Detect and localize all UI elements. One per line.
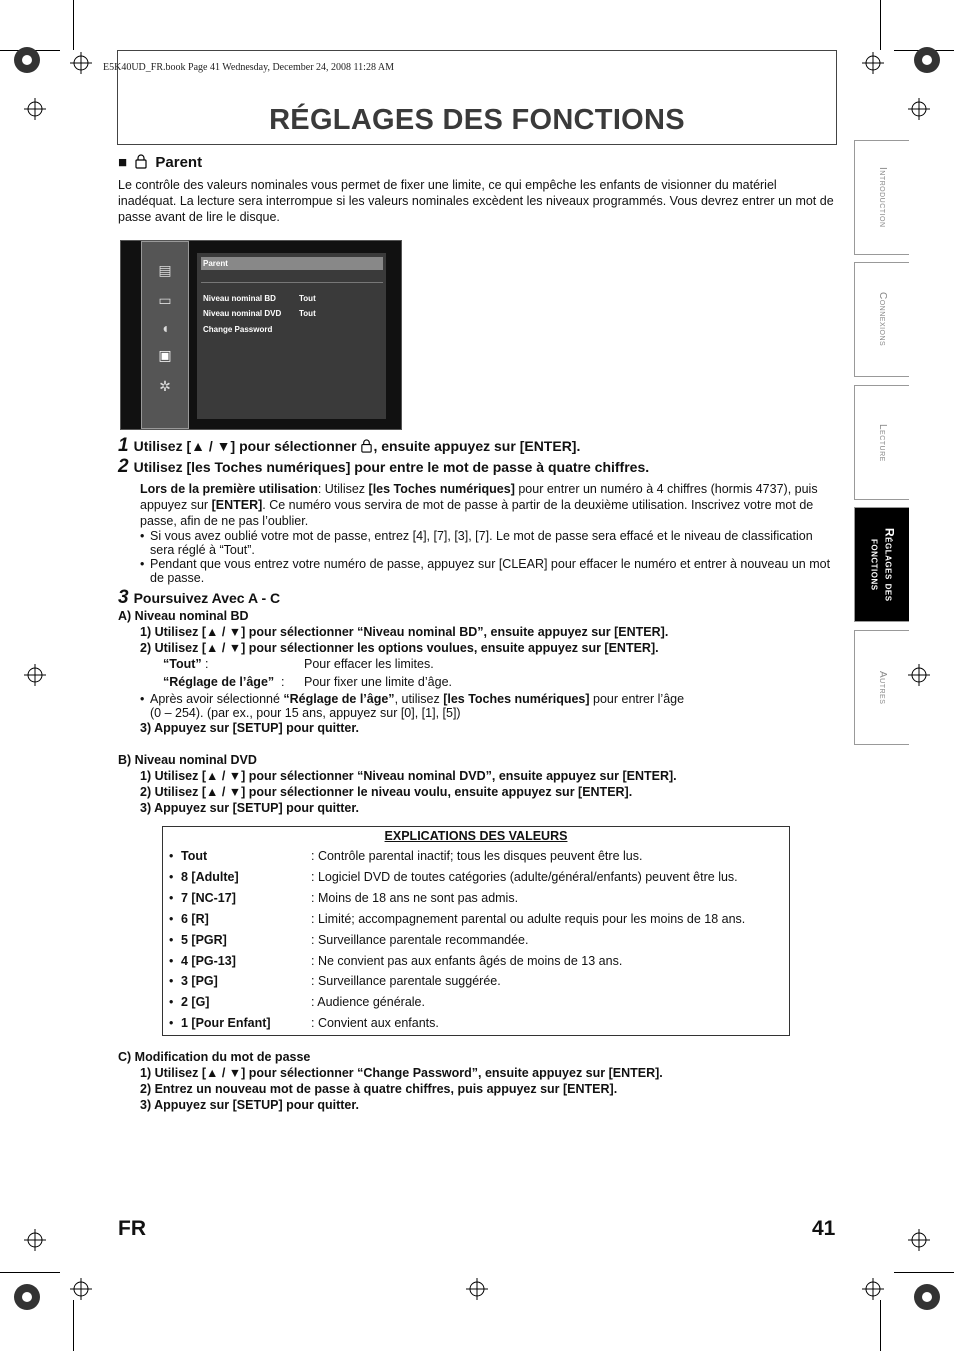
lock-icon xyxy=(134,154,148,169)
section-a-step: 3) Appuyez sur [SETUP] pour quitter. xyxy=(140,721,359,735)
rating-key: 4 [PG-13] xyxy=(181,954,236,968)
section-b-step: 2) Utilisez [▲ / ▼] pour sélectionner le niveau voulu, ensuite appuyez sur [ENTER]. xyxy=(140,785,633,799)
section-marker: ■ xyxy=(118,154,128,171)
osd-divider xyxy=(201,282,383,283)
crop-mark xyxy=(73,0,74,50)
step-text: Utilisez [▲ / ▼] pour sélectionner xyxy=(133,438,361,454)
rating-key: 6 [R] xyxy=(181,912,209,926)
section-c-step: 1) Utilisez [▲ / ▼] pour sélectionner “Change Password”, ensuite appuyez sur [ENTER]. xyxy=(140,1066,663,1080)
section-a-step: 2) Utilisez [▲ / ▼] pour sélectionner les options voulues, ensuite appuyez sur [ENTER]. xyxy=(140,641,659,655)
side-tab-label: Lecture xyxy=(877,423,888,462)
side-tab-label-wrap xyxy=(855,508,910,621)
audio-icon: ◖ xyxy=(160,320,170,336)
step-3 xyxy=(118,587,280,609)
bullet-dot: • xyxy=(169,954,174,968)
crosshair-icon xyxy=(24,1229,46,1251)
bullet-age xyxy=(140,692,835,720)
text: pour entrer un numéro à 4 chiffres (hormis 4737), puis appuyez sur xyxy=(140,482,818,512)
rating-desc: : Audience générale. xyxy=(311,995,425,1009)
option-value: Pour fixer une limite d’âge. xyxy=(304,675,452,689)
rating-desc: : Limité; accompagnement parental ou adulte requis pour les moins de 18 ans. xyxy=(311,912,746,926)
side-tab-label-wrap xyxy=(855,263,910,376)
rating-desc: : Moins de 18 ans ne sont pas admis. xyxy=(311,891,519,905)
rating-key: 5 [PGR] xyxy=(181,933,227,947)
crosshair-icon xyxy=(70,52,92,74)
side-tab-label: Introduction xyxy=(877,167,888,228)
lock-icon xyxy=(360,439,373,453)
text: (0 – 254). (par ex., pour 15 ans, appuyez sur [0], [1], [5]) xyxy=(150,706,461,720)
bullet-clear: • Pendant que vous entrez votre numéro de passe, appuyez sur [CLEAR] pour effacer le numéro et entrer à nouveau un mot de passe. xyxy=(140,557,835,585)
bullet-dot: • xyxy=(169,891,174,905)
section-title: Parent xyxy=(155,154,203,171)
table-row xyxy=(169,849,784,869)
step-text: Utilisez [les Toches numériques] pour entre le mot de passe à quatre chiffres. xyxy=(133,459,650,475)
disc-menu-icon: ▤ xyxy=(158,262,172,278)
osd-icon-column xyxy=(141,241,189,429)
rating-desc: : Logiciel DVD de toutes catégories (adulte/général/enfants) peuvent être lus. xyxy=(311,870,738,884)
crop-mark xyxy=(880,1300,881,1351)
option-colon: : xyxy=(205,657,209,671)
bullet-dot: • xyxy=(169,1016,174,1030)
bullet-dot: • xyxy=(169,933,174,947)
registration-mark-icon xyxy=(912,45,942,75)
table-row xyxy=(169,912,784,932)
side-tab-lecture[interactable] xyxy=(854,385,909,500)
step-number: 1 xyxy=(118,435,129,456)
osd-row-value: Tout xyxy=(299,294,316,303)
option-key: “Tout” xyxy=(163,657,202,671)
crop-mark xyxy=(0,1272,60,1273)
step-text: , ensuite appuyez sur [ENTER]. xyxy=(373,438,581,454)
bold-text: [les Toches numériques] xyxy=(443,692,590,706)
rating-desc: : Contrôle parental inactif; tous les disques peuvent être lus. xyxy=(311,849,643,863)
side-tab-label-wrap xyxy=(855,631,910,744)
rating-desc: : Ne convient pas aux enfants âgés de moins de 13 ans. xyxy=(311,954,623,968)
rating-key: 8 [Adulte] xyxy=(181,870,239,884)
side-tab-introduction[interactable] xyxy=(854,140,909,255)
bullet-forgot-password: • Si vous avez oublié votre mot de passe, entrez [4], [7], [3], [7]. Le mot de passe sera effacé et le niveau de classification sera réglé à “Tout”. xyxy=(140,529,835,557)
side-tab-connexions[interactable] xyxy=(854,262,909,377)
section-c-heading: C) Modification du mot de passe xyxy=(118,1050,311,1064)
osd-row-value: Tout xyxy=(299,309,316,318)
section-b-heading: B) Niveau nominal DVD xyxy=(118,753,257,767)
text: : Utilisez xyxy=(317,482,369,496)
registration-mark-icon xyxy=(12,1282,42,1312)
bold-text: [ENTER] xyxy=(211,498,263,512)
side-tab-autres[interactable] xyxy=(854,630,909,745)
section-a-step: 1) Utilisez [▲ / ▼] pour sélectionner “Niveau nominal BD”, ensuite appuyez sur [ENTER]. xyxy=(140,625,669,639)
osd-row-label[interactable]: Niveau nominal BD xyxy=(203,294,276,303)
table-row xyxy=(169,933,784,953)
section-c-step: 2) Entrez un nouveau mot de passe à quatre chiffres, puis appuyez sur [ENTER]. xyxy=(140,1082,618,1096)
crosshair-icon xyxy=(70,1278,92,1300)
book-info-line: E5K40UD_FR.book Page 41 Wednesday, December 24, 2008 11:28 AM xyxy=(103,62,395,73)
section-c-step: 3) Appuyez sur [SETUP] pour quitter. xyxy=(140,1098,359,1112)
osd-menu-panel xyxy=(197,253,386,419)
section-heading xyxy=(118,154,202,171)
crosshair-icon xyxy=(908,664,930,686)
rating-desc: : Surveillance parentale suggérée. xyxy=(311,974,501,988)
crop-mark xyxy=(894,1272,954,1273)
text: pour entrer l’âge xyxy=(589,692,685,706)
option-key: “Réglage de l’âge” xyxy=(163,675,275,689)
rating-key: 1 [Pour Enfant] xyxy=(181,1016,271,1030)
side-tab-label: Réglages des fonctions xyxy=(868,527,897,602)
bold-text: Lors de la première utilisation xyxy=(140,482,318,496)
section-a-heading: A) Niveau nominal BD xyxy=(118,609,249,623)
bullet-dot: • xyxy=(169,995,174,1009)
rating-key: Tout xyxy=(181,849,208,863)
lock-icon: ▣ xyxy=(158,347,172,363)
crosshair-icon xyxy=(24,664,46,686)
registration-mark-icon xyxy=(912,1282,942,1312)
side-tab-label-wrap xyxy=(855,141,910,254)
text: Après avoir sélectionné xyxy=(150,692,284,706)
side-tab-label: Connexions xyxy=(877,292,888,347)
table-row xyxy=(169,974,784,994)
table-row xyxy=(169,995,784,1015)
side-tab-label: Autres xyxy=(877,670,888,705)
option-colon: : xyxy=(281,675,285,689)
table-title: EXPLICATIONS DES VALEURS xyxy=(384,829,568,843)
page-title: RÉGLAGES DES FONCTIONS xyxy=(269,104,685,136)
osd-screenshot xyxy=(120,240,402,430)
crop-mark xyxy=(880,0,881,50)
rating-desc: : Convient aux enfants. xyxy=(311,1016,439,1030)
intro-paragraph: Le contrôle des valeurs nominales vous permet de fixer une limite, ce qui empêche les enfants de visionner du matériel inadéquat. La lecture sera interrompue si les valeurs nominales excèdent les niveaux programmés. Vous devrez entrer un mot de passe avant de lire le disque. xyxy=(118,178,834,224)
step-number: 2 xyxy=(118,456,129,477)
display-icon: ▭ xyxy=(158,292,172,308)
first-use-paragraph xyxy=(140,481,835,529)
bold-text: [les Toches numériques] xyxy=(368,482,515,496)
bullet-dot: • xyxy=(169,870,174,884)
crosshair-icon xyxy=(466,1278,488,1300)
crosshair-icon xyxy=(908,1229,930,1251)
ratings-table xyxy=(162,826,790,1036)
table-row xyxy=(169,1016,784,1036)
step-number: 3 xyxy=(118,587,129,608)
rating-desc: : Surveillance parentale recommandée. xyxy=(311,933,529,947)
rating-key: 7 [NC-17] xyxy=(181,891,236,905)
text: , utilisez xyxy=(394,692,444,706)
bold-text: “Réglage de l’âge” xyxy=(283,692,395,706)
table-row xyxy=(169,954,784,974)
crosshair-icon xyxy=(862,52,884,74)
osd-row-label[interactable]: Niveau nominal DVD xyxy=(203,309,282,318)
osd-menu-title: Parent xyxy=(201,257,383,270)
side-tab-label-wrap xyxy=(855,386,910,499)
page-number: 41 xyxy=(812,1217,836,1240)
crop-mark xyxy=(73,1300,74,1351)
crosshair-icon xyxy=(862,1278,884,1300)
step-text: Poursuivez Avec A - C xyxy=(133,590,281,606)
settings-icon: ✲ xyxy=(159,378,171,394)
text: . Ce numéro vous servira de mot de passe à partir de la deuxième utilisation. Inscrivez votre mot de passe, afin de ne pas l’oublier. xyxy=(140,498,814,528)
osd-row-label[interactable]: Change Password xyxy=(203,325,273,334)
side-tab-reglages[interactable] xyxy=(854,507,909,622)
bullet-dot: • xyxy=(169,912,174,926)
section-b-step: 1) Utilisez [▲ / ▼] pour sélectionner “Niveau nominal DVD”, ensuite appuyez sur [ENTER]. xyxy=(140,769,677,783)
step-2 xyxy=(118,456,649,478)
table-row xyxy=(169,870,784,890)
step-1 xyxy=(118,435,580,457)
option-value: Pour effacer les limites. xyxy=(304,657,434,671)
footer-language: FR xyxy=(118,1217,146,1240)
section-b-step: 3) Appuyez sur [SETUP] pour quitter. xyxy=(140,801,359,815)
bullet-dot: • xyxy=(169,974,174,988)
registration-mark-icon xyxy=(12,45,42,75)
rating-key: 2 [G] xyxy=(181,995,210,1009)
table-row xyxy=(169,891,784,911)
bullet-dot: • xyxy=(169,849,174,863)
rating-key: 3 [PG] xyxy=(181,974,218,988)
